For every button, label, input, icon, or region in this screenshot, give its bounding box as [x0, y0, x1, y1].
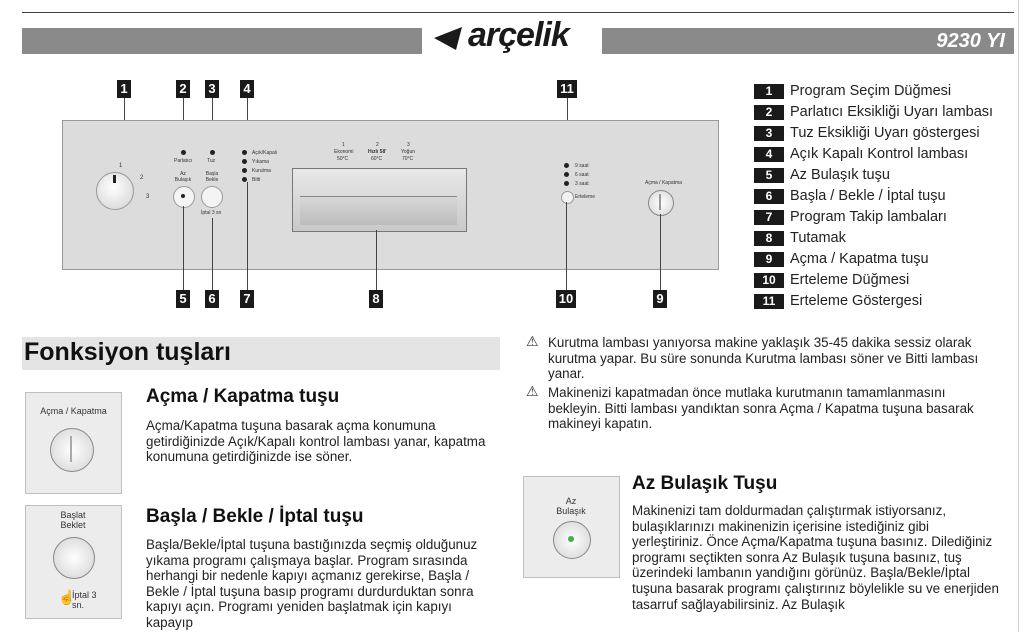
legend-item [754, 145, 968, 163]
dial-mark-3: 3 [146, 194, 150, 200]
legend-text: Az Bulaşık tuşu [790, 167, 890, 183]
callout-3: 3 [205, 80, 219, 98]
legend-text: Parlatıcı Eksikliği Uyarı lambası [790, 104, 994, 120]
program-1-name: Ekonomi [334, 149, 354, 155]
callout-6: 6 [205, 290, 219, 308]
dial-mark-1: 1 [119, 163, 123, 169]
leader-5 [183, 206, 184, 290]
legend-item [754, 292, 922, 310]
legend-number: 9 [754, 252, 784, 267]
end-led-label: Bitti [252, 177, 261, 183]
legend-item [754, 250, 929, 268]
legend-text: Program Takip lambaları [790, 209, 947, 225]
legend-item [754, 271, 909, 289]
start-button-text: Başla/Bekle/İptal tuşuna bastığınızda seçmiş olduğunuz yıkama programı çalışmaya başlar. Program sırasında herhangi bir nedenle kapıyı açmanız gerekirse, Başla / Bekle / İptal tuşuna basıp programı durdurduktan sonra kapıyı açın. Programı yeniden başlatmak için kapıyı kapayıp [146, 537, 478, 630]
section-heading: Fonksiyon tuşları [24, 338, 231, 366]
callout-1: 1 [117, 80, 131, 98]
dry-led [242, 168, 247, 173]
legend-number: 10 [754, 273, 784, 288]
callout-11: 11 [557, 80, 577, 98]
power-illustration-inner [70, 436, 72, 462]
start-pause-panel-label: Başla Bekle [205, 171, 219, 183]
page-right-border [1018, 0, 1019, 632]
delay-3h-label: 3 saat [575, 181, 589, 187]
program-3-temp: 70°C [402, 156, 414, 162]
legend-text: Tutamak [790, 230, 846, 246]
program-2-name: Hızlı 58' [368, 149, 387, 155]
warning-icon: ⚠ [526, 333, 539, 349]
warning-icon: ⚠ [526, 383, 539, 399]
dial-mark-2: 2 [140, 175, 144, 181]
dial-pointer [113, 175, 116, 183]
power-illustration-label: Açma / Kapatma [40, 406, 107, 416]
brand-name: arçelik [468, 16, 569, 54]
callout-9: 9 [653, 290, 667, 308]
half-load-led [181, 194, 185, 198]
cancel-hint-label: İptal 3 sn [201, 210, 222, 216]
legend-item [754, 166, 890, 184]
legend-text: Program Seçim Düğmesi [790, 83, 952, 99]
half-load-panel-label: Az Bulaşık [174, 171, 192, 183]
brand-logo [430, 18, 600, 58]
legend-item [754, 229, 846, 247]
leader-6 [212, 218, 213, 290]
callout-10: 10 [556, 290, 576, 308]
delay-6h-label: 6 saat [575, 172, 589, 178]
half-load-title: Az Bulaşık Tuşu [632, 473, 778, 494]
legend-text: Erteleme Düğmesi [790, 272, 910, 288]
rinse-aid-warning-led [181, 150, 186, 155]
salt-label: Tuz [207, 158, 216, 164]
salt-warning-led [210, 150, 215, 155]
callout-7: 7 [240, 290, 254, 308]
leader-10 [566, 202, 567, 290]
model-number: 9230 YI [936, 30, 1005, 52]
start-illustration-label: Başlat Beklet [60, 510, 86, 530]
legend-number: 8 [754, 231, 784, 246]
legend-number: 6 [754, 189, 784, 204]
rinse-aid-label: Parlatıcı [174, 158, 193, 164]
legend-number: 1 [754, 84, 784, 99]
power-button[interactable] [648, 190, 674, 216]
start-pause-button[interactable] [201, 186, 223, 208]
half-load-illustration-label: Az Bulaşık [556, 496, 586, 516]
legend-number: 2 [754, 105, 784, 120]
legend-text: Tuz Eksikliği Uyarı göstergesi [790, 125, 980, 141]
leader-8 [376, 230, 377, 290]
door-handle-inner [300, 196, 457, 225]
power-illustration-button [50, 428, 94, 472]
legend-number: 4 [754, 147, 784, 162]
leader-7 [247, 182, 248, 290]
leader-9 [660, 214, 661, 290]
legend-text: Açma / Kapatma tuşu [790, 251, 929, 267]
callout-2: 2 [176, 80, 190, 98]
legend-number: 3 [754, 126, 784, 141]
dry-led-label: Kurutma [252, 168, 271, 174]
power-button-title: Açma / Kapatma tuşu [146, 386, 340, 407]
callout-4: 4 [240, 80, 254, 98]
legend-number: 5 [754, 168, 784, 183]
legend-item [754, 82, 951, 100]
hand-icon: ☝ [58, 589, 76, 605]
program-1-number: 1 [342, 142, 345, 148]
wash-led-label: Yıkama [252, 159, 269, 165]
delay-button[interactable] [561, 191, 574, 204]
header-left-bar [22, 28, 422, 54]
on-off-led-label: Açık/Kapalı [252, 150, 278, 156]
program-3-name: Yoğun [401, 149, 415, 155]
half-load-text: Makinenizi tam doldurmadan çalıştırmak istiyorsanız, bulaşıklarınızı makinenizin içerisine istediğiniz gibi yerleştiriniz. Önce Açma/Kapatma tuşuna basınız. Dilediğiniz programı seçtikten sonra Az Bulaşık tuşuna basınız, tuş üzerindeki lambanın yandığını görünüz. Başla/Bekle/İptal tuşuna basarak programı çalıştırınız böylelikle su ve enerjiden tasarruf sağlayabilirsiniz. Az Bulaşık [632, 503, 999, 612]
legend-text: Erteleme Göstergesi [790, 293, 923, 309]
start-button-title: Başla / Bekle / İptal tuşu [146, 506, 364, 527]
legend-item [754, 187, 946, 205]
program-2-temp: 60°C [371, 156, 383, 162]
power-button-text: Açma/Kapatma tuşuna basarak açma konumuna getirdiğinizde Açık/Kapalı kontrol lambası yanar, kapatma konumuna getirdiğinizde ise söner. [146, 418, 486, 465]
delay-button-label: Erteleme [575, 194, 596, 200]
legend-item [754, 103, 993, 121]
drying-note: Kurutma lambası yanıyorsa makine yaklaşık 35-45 dakika sessiz olarak kurutma yapar. Bu süre sonunda Kurutma lambası söner ve Bitti lambası yanar. [548, 335, 979, 382]
legend-item [754, 124, 980, 142]
program-3-number: 3 [407, 142, 410, 148]
legend-text: Başla / Bekle / İptal tuşu [790, 188, 946, 204]
program-2-number: 2 [376, 142, 379, 148]
start-illustration-cancel: İptal 3 sn. [72, 590, 97, 610]
legend-text: Açık Kapalı Kontrol lambası [790, 146, 969, 162]
power-button-panel-label: Açma / Kapatma [645, 180, 682, 186]
legend-number: 11 [754, 294, 784, 309]
callout-8: 8 [369, 290, 383, 308]
on-off-led [242, 150, 247, 155]
brand-mark-icon [432, 24, 472, 54]
start-illustration-button [53, 537, 95, 579]
callout-5: 5 [176, 290, 190, 308]
drying-wait-note: Makinenizi kapatmadan önce mutlaka kurutmanın tamamlanmasını bekleyin. Bitti lambası yandıktan sonra Açma / Kapatma tuşuna basarak makineyi kapatın. [548, 385, 974, 432]
power-button-inner [659, 194, 661, 210]
delay-6h-led [564, 172, 569, 177]
delay-9h-led [564, 163, 569, 168]
wash-led [242, 159, 247, 164]
legend-item [754, 208, 947, 226]
delay-3h-led [564, 181, 569, 186]
legend-number: 7 [754, 210, 784, 225]
delay-9h-label: 9 saat [575, 163, 589, 169]
half-load-illustration-led [568, 536, 574, 542]
header-top-rule [22, 12, 1014, 13]
program-1-temp: 50°C [337, 156, 349, 162]
